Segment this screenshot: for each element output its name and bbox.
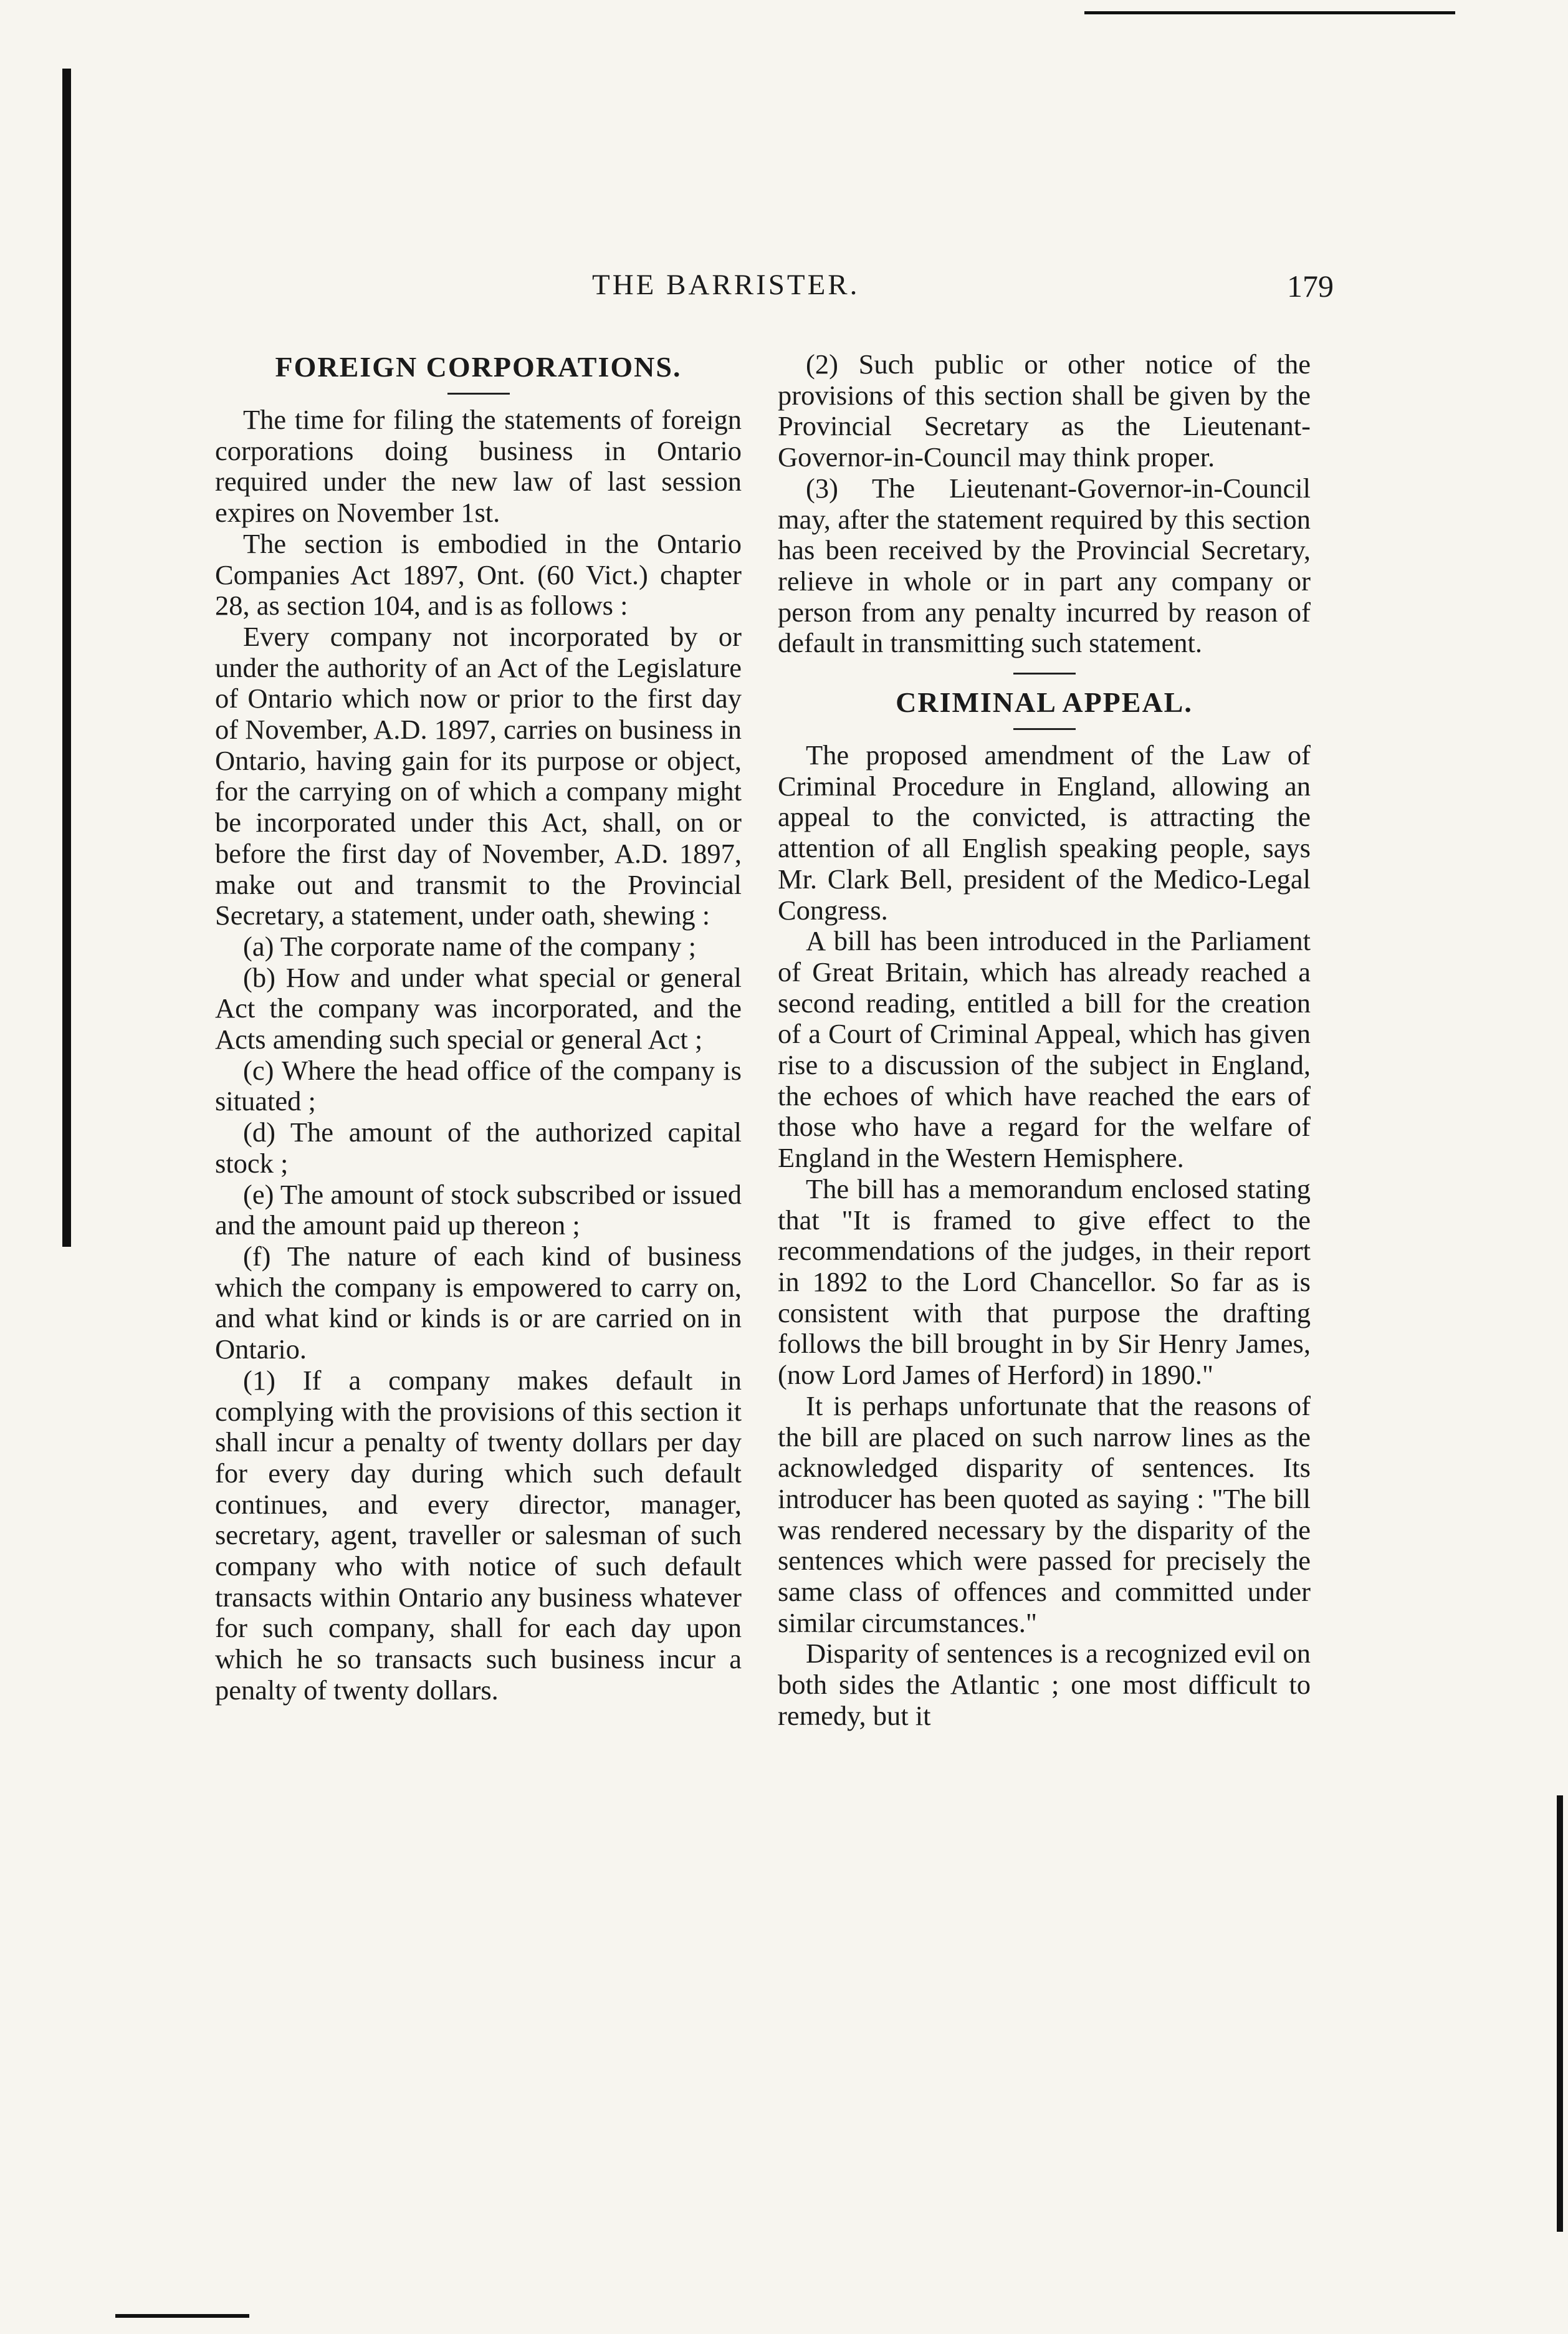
heading-rule: [447, 393, 510, 395]
scan-edge-top: [1084, 11, 1455, 14]
paragraph: (b) How and under what special or general Act the company was incorporated, and the Acts amending such special or general Act ;: [215, 961, 742, 1055]
scan-edge-bottom: [115, 2314, 249, 2318]
paragraph: (a) The corporate name of the company ;: [243, 930, 696, 962]
heading-rule: [1013, 728, 1076, 730]
page-header: [212, 268, 1334, 324]
paragraph: Every company not incorporated by or under the authority of an Act of the Legislature of Ontario which now or prior to the first day of November, A.D. 1897, carries on business in Ontario, having gain for its purpose or object, for the carrying on of which a company might be incorporated under this Act, shall, on or before the first day of November, A.D. 1897, make out and transmit to the Provincial Secretary, a statement, under oath, shewing :: [215, 620, 742, 931]
left-column: [215, 349, 742, 1706]
paragraph: (e) The amount of stock subscribed or issued and the amount paid up thereon ;: [215, 1178, 742, 1241]
paragraph: The proposed amendment of the Law of Criminal Procedure in England, allowing an appeal to the convicted, is attracting the attention of all English speaking people, says Mr. Clark Bell, president of the Medico-Legal Congress.: [778, 739, 1311, 926]
scan-edge-right: [1557, 1795, 1563, 2232]
paragraph: A bill has been introduced in the Parliament of Great Britain, which has already reached a second reading, entitled a bill for the creation of a Court of Criminal Appeal, which has given rise to a discussion of the subject in England, the echoes of which have reached the ears of those who have a regard for the welfare of England in the Western Hemisphere.: [778, 925, 1311, 1174]
scan-edge-left: [62, 69, 71, 1247]
paragraph: (1) If a company makes default in complying with the provisions of this section it shall incur a penalty of twenty dollars per day for every day during which such default continues, and every director, manager, secretary, agent, traveller or salesman of such company who with notice of such default transacts within Ontario any business whatever for such company, shall for each day upon which he so transacts such business incur a penalty of twenty dollars.: [215, 1364, 742, 1706]
paragraph: (c) Where the head office of the company is situated ;: [215, 1054, 742, 1117]
paragraph: The section is embodied in the Ontario Companies Act 1897, Ont. (60 Vict.) chapter 28, as section 104, and is as follows :: [215, 527, 742, 622]
paragraph: Disparity of sentences is a recognized evil on both sides the Atlantic ; one most difficult to remedy, but it: [778, 1638, 1311, 1731]
running-title: THE BARRISTER.: [592, 269, 860, 301]
paragraph: (d) The amount of the authorized capital stock ;: [215, 1117, 742, 1179]
section-heading-foreign-corporations: FOREIGN CORPORATIONS.: [275, 351, 682, 383]
section-divider-rule: [1013, 673, 1076, 675]
paragraph: The time for filing the statements of foreign corporations doing business in Ontario required under the new law of last session expires on November 1st.: [215, 404, 742, 529]
paragraph: The bill has a memorandum enclosed stating that "It is framed to give effect to the recommendations of the judges, in their report in 1892 to the Lord Chancellor. So far as is consistent with that purpose the drafting follows the bill brought in by Sir Henry James, (now Lord James of Herford) in 1890.": [778, 1173, 1311, 1391]
right-column: [778, 349, 1311, 1732]
paragraph: (f) The nature of each kind of business which the company is empowered to carry on, and what kind or kinds is or are carried on in Ontario.: [215, 1240, 742, 1365]
section-heading-criminal-appeal: CRIMINAL APPEAL.: [896, 686, 1193, 719]
paragraph: (2) Such public or other notice of the provisions of this section shall be given by the Provincial Secretary as the Lieutenant-Governor-in-Council may think proper.: [778, 348, 1311, 473]
page-number: 179: [1287, 269, 1334, 304]
paragraph: It is perhaps unfortunate that the reasons of the bill are placed on such narrow lines as the acknowledged disparity of sentences. Its introducer has been quoted as saying : "The bill was rendered necessary by the disparity of the sentences which were passed for precisely the same class of offences and committed under similar circumstances.": [778, 1390, 1311, 1638]
paragraph: (3) The Lieutenant-Governor-in-Council may, after the statement required by this section has been received by the Provincial Secretary, relieve in whole or in part any company or person from any penalty incurred by reason of default in transmitting such statement.: [778, 472, 1311, 659]
